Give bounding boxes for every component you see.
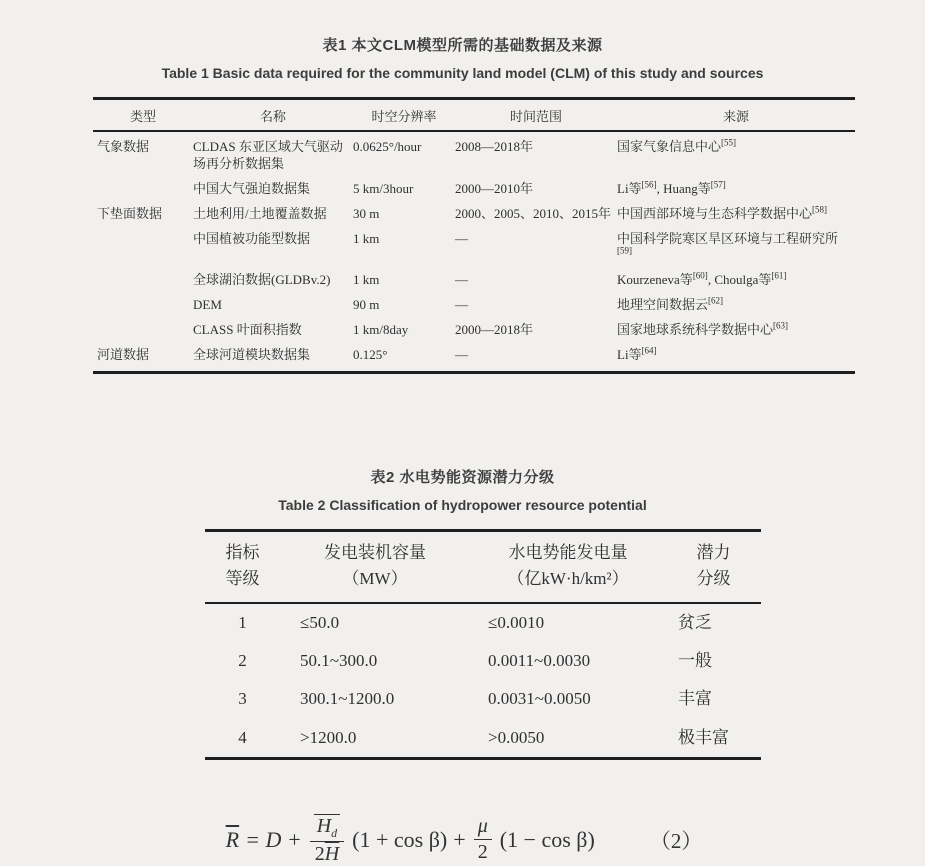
r-bar-variable: $\overline{R}$ xyxy=(225,826,240,852)
table1-row xyxy=(93,227,855,269)
table2-row xyxy=(205,642,761,680)
cell-type xyxy=(93,177,193,202)
table1-section xyxy=(0,0,925,374)
cell-period: — xyxy=(455,347,468,363)
cell-type: 河道数据 xyxy=(97,347,150,363)
cell-capacity: ≤50.0 xyxy=(300,612,340,632)
cell-name: 土地利用/土地覆盖数据 xyxy=(193,205,327,221)
reference-superscript: [60] xyxy=(692,271,708,282)
cell-potential: 一般 xyxy=(678,650,712,670)
cell-potential: 极丰富 xyxy=(678,727,729,747)
cell-name: 中国大气强迫数据集 xyxy=(193,180,311,196)
table1-header-period: 时间范围 xyxy=(455,99,617,132)
fraction-denominator xyxy=(310,842,344,866)
cell-period: 2000—2010年 xyxy=(455,180,534,196)
cell-source: 中国西部环境与生态科学数据中心[58] xyxy=(617,204,828,221)
cell-period: — xyxy=(455,230,468,246)
cell-type: 下垫面数据 xyxy=(97,205,163,221)
table2-row xyxy=(205,603,761,642)
cell-generation: 0.0031~0.0050 xyxy=(488,689,591,709)
cell-generation: >0.0050 xyxy=(488,727,545,747)
cell-capacity: >1200.0 xyxy=(300,727,357,747)
cell-capacity: 300.1~1200.0 xyxy=(300,689,395,709)
header-line: 分级 xyxy=(696,569,731,589)
cell-generation: 0.0011~0.0030 xyxy=(488,650,591,670)
fraction-mu-2 xyxy=(474,815,492,864)
cell-resolution: 1 km xyxy=(353,272,380,288)
cell-name: 全球河道模块数据集 xyxy=(193,347,311,363)
cell-period: 2000、2005、2010、2015年 xyxy=(455,205,612,221)
table1-title-en: Table 1 Basic data required for the community land model (CLM) of this study and sources xyxy=(161,65,764,81)
header-line: 水电势能发电量 xyxy=(508,542,628,562)
reference-superscript: [61] xyxy=(771,271,787,282)
equation-2 xyxy=(0,814,925,866)
table1-row xyxy=(93,268,855,293)
cell-period: — xyxy=(455,272,468,288)
table1-header-type: 类型 xyxy=(93,99,193,132)
reference-superscript: [57] xyxy=(710,179,726,190)
cell-source: Li等[56], Huang等[57] xyxy=(617,179,726,196)
cell-potential: 丰富 xyxy=(678,689,712,709)
cell-name: CLDAS 东亚区域大气驱动场再分析数据集 xyxy=(193,139,343,171)
reference-superscript: [58] xyxy=(812,204,828,215)
table2-row xyxy=(205,680,761,718)
table1-row xyxy=(93,177,855,202)
cell-resolution: 1 km xyxy=(353,230,380,246)
cell-source: 国家气象信息中心[55] xyxy=(617,137,737,154)
cell-generation: ≤0.0010 xyxy=(488,612,545,632)
cell-period: — xyxy=(455,297,468,313)
coefficient-2: 2 xyxy=(314,842,325,865)
table2-title-en: Table 2 Classification of hydropower resource potential xyxy=(278,496,647,513)
table1-row xyxy=(93,318,855,343)
reference-superscript: [62] xyxy=(708,295,724,306)
equation-body xyxy=(223,814,598,866)
table1-header-resolution: 时空分辨率 xyxy=(353,99,455,132)
cell-type xyxy=(93,318,193,343)
cell-potential: 贫乏 xyxy=(678,612,712,632)
header-line: 发电装机容量 xyxy=(324,542,426,562)
h-bar-variable: $\overline{H}$ xyxy=(324,842,340,865)
table1-row xyxy=(93,131,855,177)
cell-resolution: 1 km/8day xyxy=(353,322,409,338)
hd-overline xyxy=(314,814,340,840)
cell-source: 地理空间数据云[62] xyxy=(617,295,724,313)
table1-header-row xyxy=(93,99,855,132)
header-line: 潜力 xyxy=(696,542,731,562)
cell-type xyxy=(93,293,193,318)
denominator-2: 2 xyxy=(477,841,488,864)
fraction-hd-2h xyxy=(310,814,344,866)
reference-superscript: [59] xyxy=(617,246,632,257)
reference-superscript: [64] xyxy=(641,345,657,356)
header-line: 指标 xyxy=(225,542,260,562)
table2-header-potential xyxy=(666,530,761,602)
cell-name: DEM xyxy=(193,297,222,313)
cell-period: 2008—2018年 xyxy=(455,139,534,154)
reference-superscript: [55] xyxy=(721,137,737,148)
header-line: （亿kW·h/km²） xyxy=(507,569,629,589)
table2-body xyxy=(205,603,761,759)
table1-basic-data xyxy=(93,97,855,374)
cell-resolution: 0.125° xyxy=(353,347,388,363)
table2-section xyxy=(0,466,925,760)
h-variable: H xyxy=(316,815,332,838)
table1-row xyxy=(93,343,855,372)
cell-type: 气象数据 xyxy=(97,139,150,154)
term-1-plus-cos: (1 + cos β) xyxy=(352,826,448,852)
table1-row xyxy=(93,293,855,318)
table2-row xyxy=(205,719,761,759)
cell-name: 中国植被功能型数据 xyxy=(193,230,311,246)
d-subscript: d xyxy=(331,826,338,841)
table1-row xyxy=(93,202,855,227)
header-line: （MW） xyxy=(342,569,408,589)
reference-superscript: [56] xyxy=(641,179,657,190)
cell-period: 2000—2018年 xyxy=(455,322,534,338)
table1-header-name: 名称 xyxy=(193,99,353,132)
cell-type xyxy=(93,227,193,269)
mu-variable: μ xyxy=(474,815,492,840)
cell-resolution: 0.0625°/hour xyxy=(353,139,422,154)
table2-header-grade xyxy=(205,530,280,602)
cell-grade: 3 xyxy=(238,689,247,709)
table1-header-source: 来源 xyxy=(617,99,855,132)
header-line: 等级 xyxy=(225,569,260,589)
table1-body xyxy=(93,131,855,372)
cell-grade: 1 xyxy=(238,612,247,632)
cell-name: 全球湖泊数据(GLDBv.2) xyxy=(193,272,331,288)
table2-header xyxy=(205,530,761,602)
cell-type xyxy=(93,268,193,293)
equation-mid: = D + xyxy=(245,826,302,852)
table1-title-zh: 表1 本文CLM模型所需的基础数据及来源 xyxy=(322,37,603,54)
fraction-numerator xyxy=(310,814,344,842)
table2-hydropower-classification xyxy=(205,529,761,760)
cell-grade: 4 xyxy=(238,727,247,747)
cell-grade: 2 xyxy=(238,650,247,670)
table2-title-zh: 表2 水电势能资源潜力分级 xyxy=(370,468,555,486)
cell-source: 中国科学院寒区旱区环境与工程研究所[59] xyxy=(617,230,839,257)
table2-header-generation xyxy=(470,530,666,602)
cell-source: Kourzeneva等[60], Choulga等[61] xyxy=(617,271,787,288)
cell-source: Li等[64] xyxy=(617,345,657,363)
cell-resolution: 90 m xyxy=(353,297,380,313)
cell-capacity: 50.1~300.0 xyxy=(300,650,378,670)
table1-header xyxy=(93,99,855,132)
table2-header-row xyxy=(205,530,761,602)
cell-resolution: 30 m xyxy=(353,205,380,221)
cell-source: 国家地球系统科学数据中心[63] xyxy=(617,320,789,338)
reference-superscript: [63] xyxy=(773,320,789,331)
equation-number: （2） xyxy=(649,828,703,853)
plus-operator: + xyxy=(453,826,466,852)
cell-resolution: 5 km/3hour xyxy=(353,180,414,196)
table2-header-capacity xyxy=(280,530,470,602)
term-1-minus-cos: (1 − cos β) xyxy=(499,826,595,852)
cell-name: CLASS 叶面积指数 xyxy=(193,322,302,338)
